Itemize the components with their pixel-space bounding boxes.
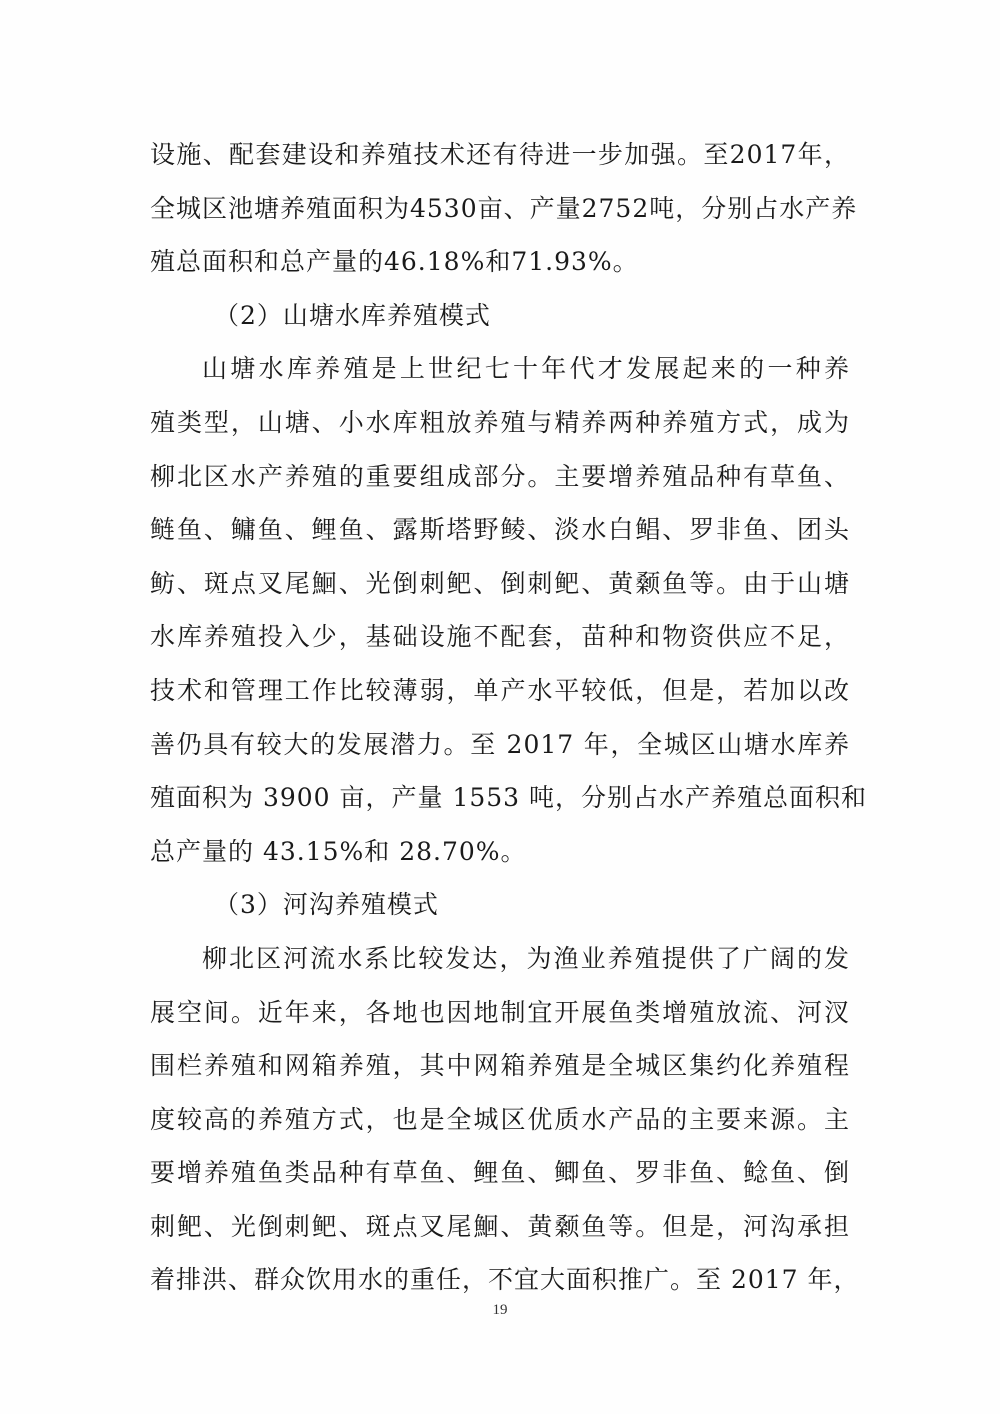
paragraph-reservoir-farming	[150, 342, 868, 878]
text-line: 山塘水库养殖是上世纪七十年代才发展起来的一种养	[202, 354, 850, 384]
text-line: 刺鲃、光倒刺鲃、斑点叉尾鮰、黄颡鱼等。但是，河沟承担	[150, 1211, 850, 1241]
text-line: 设施、配套建设和养殖技术还有待进一步加强。至2017年，	[150, 140, 850, 169]
text-line: 围栏养殖和网箱养殖，其中网箱养殖是全城区集约化养殖程	[150, 1051, 850, 1081]
paragraph-river-farming	[150, 932, 860, 1307]
text-line: 展空间。近年来，各地也因地制宜开展鱼类增殖放流、河汊	[150, 997, 850, 1027]
text-line: 殖类型，山塘、小水库粗放养殖与精养两种养殖方式，成为	[150, 407, 850, 437]
text-line: 殖总面积和总产量的46.18%和71.93%。	[150, 247, 639, 277]
text-line: 殖面积为 3900 亩，产量 1553 吨，分别占水产养殖总面积和	[150, 783, 868, 813]
section-heading-reservoir: （2）山塘水库养殖模式	[214, 300, 491, 330]
paragraph-pond-farming	[150, 128, 858, 289]
text-line: 技术和管理工作比较薄弱，单产水平较低，但是，若加以改	[150, 675, 850, 705]
text-line: 善仍具有较大的发展潜力。至 2017 年，全城区山塘水库养	[150, 729, 850, 759]
text-line: 要增养殖鱼类品种有草鱼、鲤鱼、鲫鱼、罗非鱼、鲶鱼、倒	[150, 1158, 850, 1188]
text-line: 着排洪、群众饮用水的重任，不宜大面积推广。至 2017 年，	[150, 1265, 860, 1295]
text-line: 鲂、斑点叉尾鮰、光倒刺鲃、倒刺鲃、黄颡鱼等。由于山塘	[150, 568, 850, 598]
text-line: 柳北区河流水系比较发达，为渔业养殖提供了广阔的发	[202, 943, 850, 973]
text-line: 总产量的 43.15%和 28.70%。	[150, 836, 527, 866]
text-line: 柳北区水产养殖的重要组成部分。主要增养殖品种有草鱼、	[150, 461, 850, 491]
section-heading-river: （3）河沟养殖模式	[214, 890, 439, 920]
document-body	[150, 128, 868, 1307]
text-line: 全城区池塘养殖面积为4530亩、产量2752吨，分别占水产养	[150, 193, 858, 223]
page-number: 19	[492, 1302, 508, 1318]
text-line: 水库养殖投入少，基础设施不配套，苗种和物资供应不足，	[150, 622, 850, 652]
text-line: 度较高的养殖方式，也是全城区优质水产品的主要来源。主	[150, 1104, 850, 1134]
text-line: 鲢鱼、鳙鱼、鲤鱼、露斯塔野鲮、淡水白鲳、罗非鱼、团头	[150, 515, 850, 545]
